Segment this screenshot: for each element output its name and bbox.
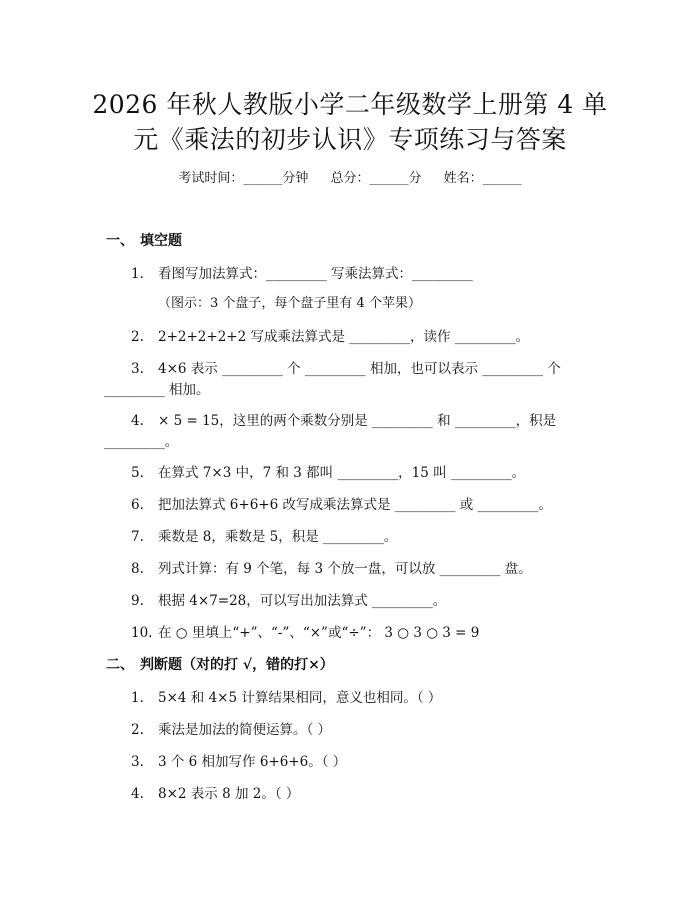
question-number: 9. xyxy=(131,593,144,609)
question-number: 4. xyxy=(131,786,144,802)
question-number: 8. xyxy=(131,561,144,577)
question-note: （图示：3 个盘子，每个盘子里有 4 个苹果） xyxy=(158,296,421,311)
question-text: 2+2+2+2+2 写成乘法算式是 _________，读作 _________。 xyxy=(158,329,530,345)
question-text: 把加法算式 6+6+6 改写成乘法算式是 _________ 或 _________。 xyxy=(158,497,552,513)
question-text: 5×4 和 4×5 计算结果相同，意义也相同。（ ） xyxy=(158,690,442,706)
question-item xyxy=(131,409,556,429)
question-number: 1. xyxy=(131,266,144,282)
section-number: 一、 xyxy=(106,233,134,249)
question-item xyxy=(131,493,552,513)
question-number: 3. xyxy=(131,754,144,770)
exam-time: 考试时间：______分钟 xyxy=(178,171,309,186)
question-continuation: _________ 相加。 xyxy=(104,382,210,398)
section-number: 二、 xyxy=(106,657,134,673)
question-item xyxy=(131,718,331,738)
question-number: 7. xyxy=(131,529,144,545)
question-item xyxy=(131,461,525,481)
section-heading-fill-in xyxy=(106,230,182,250)
question-number: 4. xyxy=(131,413,144,429)
section-title: 填空题 xyxy=(140,233,182,249)
section-heading-true-false xyxy=(106,654,334,674)
student-name: 姓名：______ xyxy=(443,171,522,186)
question-item xyxy=(131,589,446,609)
question-number: 3. xyxy=(131,361,144,377)
question-number: 10. xyxy=(131,625,153,641)
question-number: 1. xyxy=(131,690,144,706)
question-text: 乘法是加法的简便运算。（ ） xyxy=(158,722,332,738)
exam-meta xyxy=(0,167,700,186)
question-text: 在算式 7×3 中，7 和 3 都叫 _________，15 叫 _________。 xyxy=(158,465,526,481)
document-title-line-1: 2026 年秋人教版小学二年级数学上册第 4 单 xyxy=(92,90,608,119)
question-item xyxy=(131,325,529,345)
question-item xyxy=(131,750,346,770)
question-number: 6. xyxy=(131,497,144,513)
question-continuation: _________。 xyxy=(104,434,179,450)
question-text: 列式计算：有 9 个笔，每 3 个放一盘，可以放 _________ 盘。 xyxy=(158,561,532,577)
question-text: × 5 = 15，这里的两个乘数分别是 _________ 和 _________，积是 xyxy=(158,413,557,429)
question-item xyxy=(131,686,441,706)
question-number: 2. xyxy=(131,722,144,738)
question-text: 4×6 表示 _________ 个 _________ 相加，也可以表示 _________ 个 xyxy=(158,361,561,377)
question-number: 5. xyxy=(131,465,144,481)
document-title-line-2: 元《乘法的初步认识》专项练习与答案 xyxy=(133,125,567,154)
question-text: 8×2 表示 8 加 2。（ ） xyxy=(158,786,300,802)
question-text: 根据 4×7=28，可以写出加法算式 _________。 xyxy=(158,593,447,609)
question-item xyxy=(131,557,532,577)
question-item xyxy=(131,357,561,377)
question-text: 3 个 6 相加写作 6+6+6。（ ） xyxy=(158,754,347,770)
question-text: 在 ○ 里填上“+”、“-”、“×”或“÷”： 3 ○ 3 ○ 3 = 9 xyxy=(158,625,480,641)
question-item xyxy=(131,782,299,802)
question-item xyxy=(131,621,479,641)
question-text: 乘数是 8，乘数是 5，积是 _________。 xyxy=(158,529,398,545)
question-number: 2. xyxy=(131,329,144,345)
total-score: 总分：______分 xyxy=(330,171,422,186)
section-title: 判断题（对的打 √，错的打×） xyxy=(140,657,334,673)
question-item xyxy=(131,262,473,282)
question-item xyxy=(131,525,397,545)
question-text: 看图写加法算式：_________ 写乘法算式：_________ xyxy=(158,266,473,282)
